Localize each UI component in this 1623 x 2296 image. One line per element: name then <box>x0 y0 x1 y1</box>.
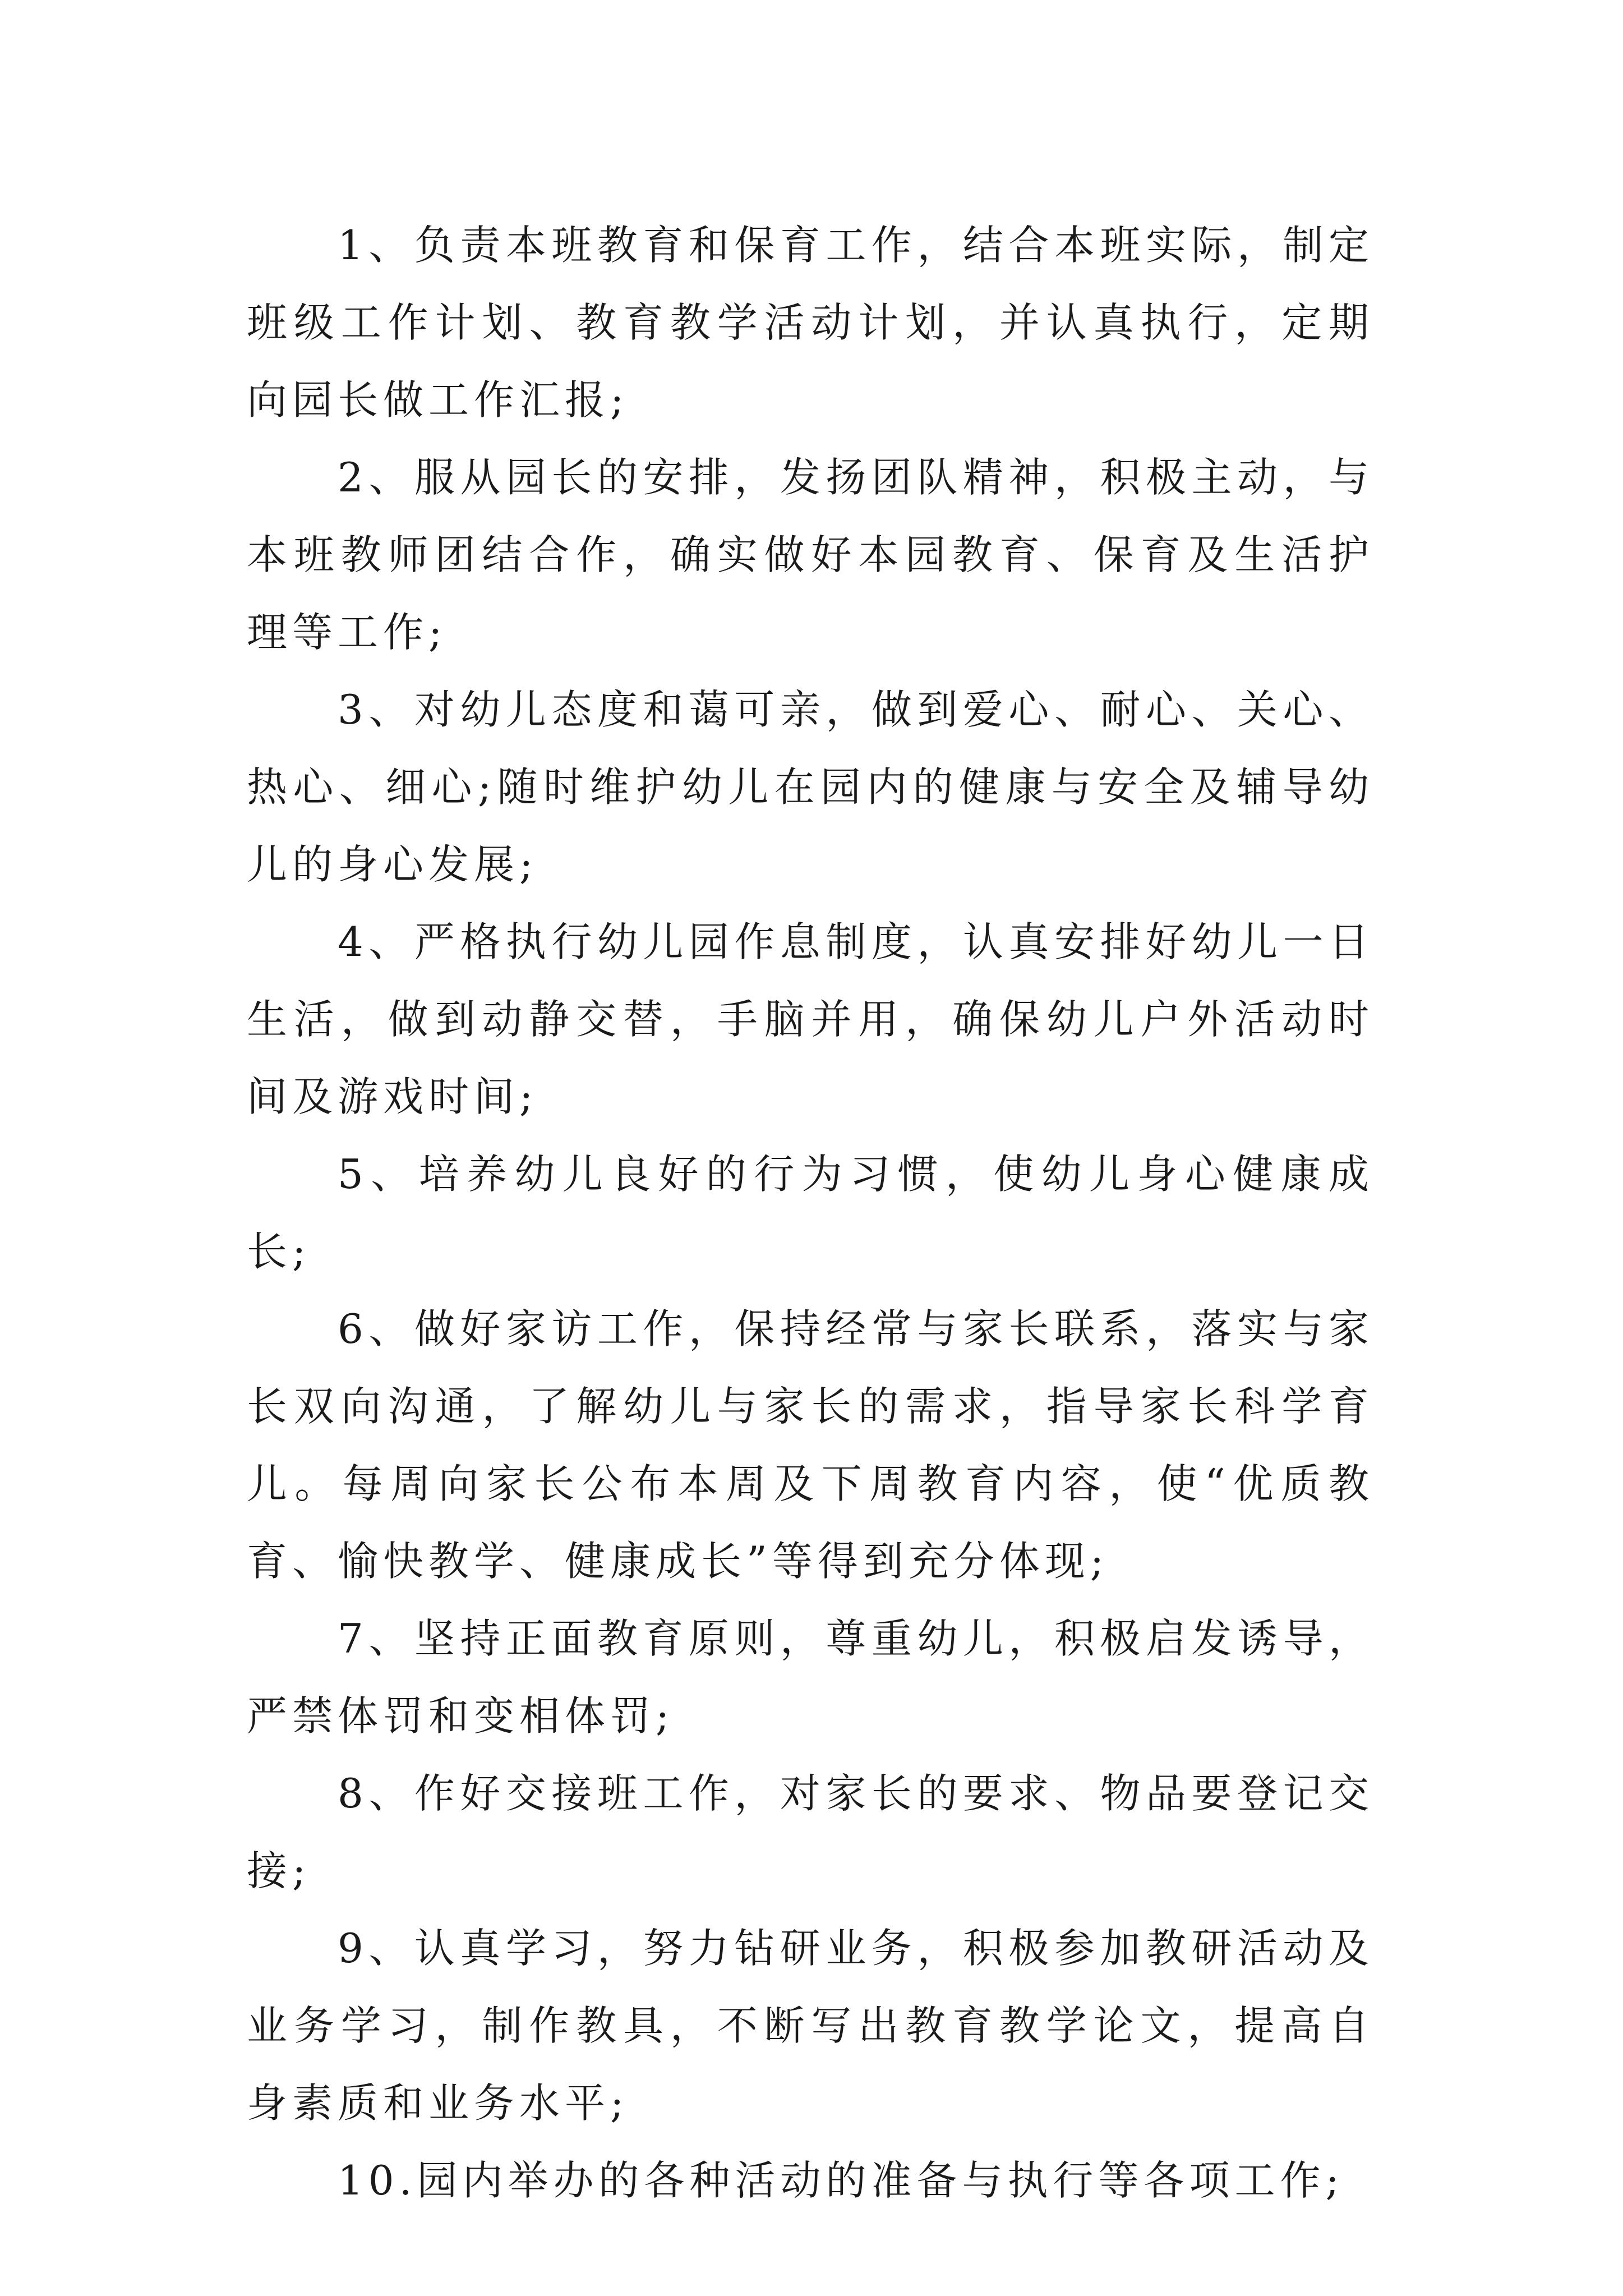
paragraph-5: 5、培养幼儿良好的行为习惯，使幼儿身心健康成长; <box>247 1151 1374 1275</box>
paragraph-2: 2、服从园长的安排，发扬团队精神，积极主动，与本班教师团结合作，确实做好本园教育、保育及生活护理等工作; <box>247 454 1374 656</box>
paragraph-3: 3、对幼儿态度和蔼可亲，做到爱心、耐心、关心、热心、细心;随时维护幼儿在园内的健康与安全及辅导幼儿的身心发展; <box>247 686 1374 888</box>
paragraph-9: 9、认真学习，努力钻研业务，积极参加教研活动及业务学习，制作教具，不断写出教育教学论文，提高自身素质和业务水平; <box>247 1925 1374 2127</box>
paragraph-6: 6、做好家访工作，保持经常与家长联系，落实与家长双向沟通，了解幼儿与家长的需求，指导家长科学育儿。每周向家长公布本周及下周教育内容，使“优质教育、愉快教学、健康成长”等得到充分体现; <box>247 1305 1374 1585</box>
paragraph-7: 7、坚持正面教育原则，尊重幼儿，积极启发诱导，严禁体罚和变相体罚; <box>247 1615 1374 1740</box>
paragraph-1: 1、负责本班教育和保育工作，结合本班实际，制定班级工作计划、教育教学活动计划，并认真执行，定期向园长做工作汇报; <box>247 222 1374 424</box>
paragraph-10: 10.园内举办的各种活动的准备与执行等各项工作; <box>338 2157 1344 2204</box>
paragraph-4: 4、严格执行幼儿园作息制度，认真安排好幼儿一日生活，做到动静交替，手脑并用，确保幼儿户外活动时间及游戏时间; <box>247 918 1374 1120</box>
paragraph-8: 8、作好交接班工作，对家长的要求、物品要登记交接; <box>247 1770 1374 1894</box>
document-body <box>247 206 1374 2219</box>
